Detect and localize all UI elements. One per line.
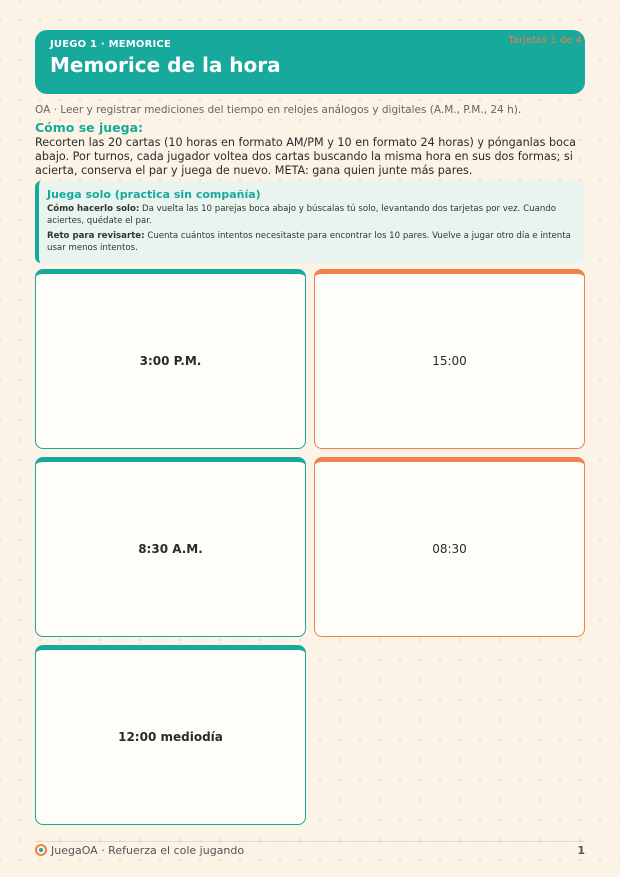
card-text: 12:00 mediodía <box>118 730 223 744</box>
solo-how-text: Da vuelta las 10 parejas boca abajo y búscalas tú solo, levantando dos tarjetas por vez. Cuando aciertes, quédate el par. <box>47 204 557 226</box>
footer-brand: JuegaOA · Refuerza el cole jugando <box>51 843 245 857</box>
card-24h-1[interactable] <box>314 269 585 449</box>
card-text: 8:30 A.M. <box>138 542 203 556</box>
footer <box>35 843 585 857</box>
card-text: 3:00 P.M. <box>139 354 202 368</box>
solo-challenge-label: Reto para revisarte: <box>47 231 145 241</box>
game-kicker: JUEGO 1 · MEMORICE <box>50 39 172 50</box>
page-title: Memorice de la hora <box>50 53 281 77</box>
card-ampm-3[interactable] <box>35 645 306 825</box>
solo-how-label: Cómo hacerlo solo: <box>47 204 140 214</box>
solo-how-paragraph <box>47 204 573 227</box>
solo-challenge-text: Cuenta cuántos intentos necesitaste para encontrar los 10 pares. Vuelve a jugar otro día e intenta usar menos intentos. <box>47 231 571 253</box>
footer-divider <box>35 841 585 842</box>
card-ampm-2[interactable] <box>35 457 306 637</box>
solo-challenge-paragraph <box>47 231 573 254</box>
page-counter: Tarjetas 1 de 4 <box>508 35 582 46</box>
solo-play-box <box>35 181 585 263</box>
card-text: 15:00 <box>432 354 467 368</box>
card-text: 08:30 <box>432 542 467 556</box>
brand-logo-icon <box>35 844 47 856</box>
page-number: 1 <box>577 843 585 857</box>
learning-objective: OA · Leer y registrar mediciones del tiempo en relojes análogos y digitales (A.M., P.M., 24 h). <box>35 104 522 116</box>
card-24h-2[interactable] <box>314 457 585 637</box>
how-to-play-text: Recorten las 20 cartas (10 horas en formato AM/PM y 10 en formato 24 horas) y pónganlas boca abajo. Por turnos, cada jugador voltea dos cartas buscando la misma hora en sus dos formas; si acierta, conserva el par y juega de nuevo. META: gana quien junte más pares. <box>35 136 576 177</box>
header-banner <box>35 30 585 94</box>
how-to-play-heading: Cómo se juega: <box>35 120 144 135</box>
solo-heading: Juega solo (practica sin compañía) <box>47 188 261 201</box>
card-ampm-1[interactable] <box>35 269 306 449</box>
